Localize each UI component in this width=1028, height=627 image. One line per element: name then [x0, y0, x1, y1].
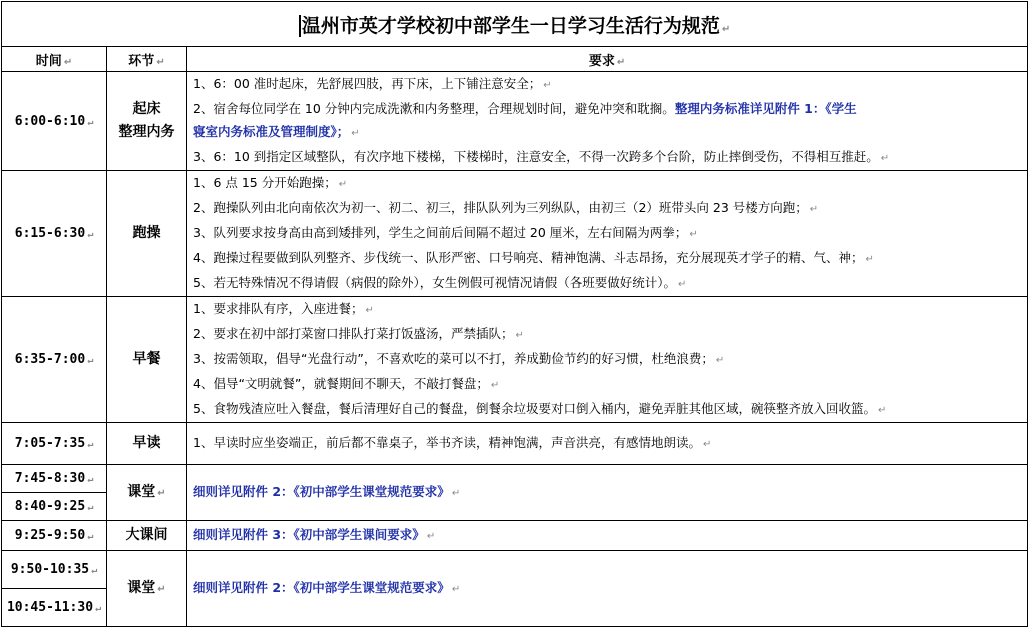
time-cell: 6:00-6:10 ↵	[2, 72, 107, 171]
req-line: 3、按需领取，倡导“光盘行动”，不喜欢吃的菜可以不打，养成勤俭节约的好习惯，杜绝浪费； ↵	[193, 351, 725, 366]
rules-table	[1, 1, 1028, 627]
requirements-cell: 细则详见附件 2：《初中部学生课堂规范要求》 ↵	[187, 465, 1028, 521]
req-line: 1、要求排队有序，入座进餐； ↵	[193, 301, 374, 316]
req-line: 4、倡导“文明就餐”，就餐期间不聊天，不敲打餐盘； ↵	[193, 376, 500, 391]
time-cell: 10:45-11:30 ↵	[2, 589, 107, 627]
time-cell: 7:45-8:30 ↵	[2, 465, 107, 493]
stage-cell: 早读	[107, 423, 187, 465]
time-cell: 9:50-10:35 ↵	[2, 551, 107, 589]
header-requirements: 要求 ↵	[187, 47, 1028, 72]
stage-cell: 跑操	[107, 171, 187, 297]
document-title: 温州市英才学校初中部学生一日学习生活行为规范 ↵	[2, 2, 1028, 47]
time-cell: 6:35-7:00 ↵	[2, 297, 107, 423]
req-line: 寝室内务标准及管理制度》； ↵	[193, 124, 360, 139]
requirements-cell	[187, 171, 1028, 297]
stage-cell: 起床 整理内务	[107, 72, 187, 171]
stage-cell: 课堂 ↵	[107, 465, 187, 521]
table-row	[2, 72, 1028, 171]
req-line: 2、宿舍每位同学在 10 分钟内完成洗漱和内务整理，合理规划时间，避免冲突和耽搁。整理内务标准详见附件 1：《学生	[193, 101, 857, 116]
table-row	[2, 423, 1028, 465]
stage-cell: 大课间	[107, 521, 187, 551]
time-cell: 9:25-9:50 ↵	[2, 521, 107, 551]
time-cell: 6:15-6:30 ↵	[2, 171, 107, 297]
requirements-cell: 细则详见附件 3：《初中部学生课间要求》 ↵	[187, 521, 1028, 551]
table-row	[2, 551, 1028, 589]
header-time: 时间 ↵	[2, 47, 107, 72]
req-line: 5、若无特殊情况不得请假（病假的除外），女生例假可视情况请假（各班要做好统计）。 ↵	[193, 275, 687, 290]
requirements-cell	[187, 297, 1028, 423]
req-line: 3、6：10 到指定区域整队，有次序地下楼梯，下楼梯时，注意安全，不得一次跨多个台阶，防止摔倒受伤，不得相互推赶。 ↵	[193, 149, 890, 164]
header-stage: 环节 ↵	[107, 47, 187, 72]
req-line: 4、跑操过程要做到队列整齐、步伐统一、队形严密、口号响亮、精神饱满、斗志昂扬，充分展现英才学子的精、气、神； ↵	[193, 250, 874, 265]
req-line: 5、食物残渣应吐入餐盘，餐后清理好自己的餐盘，倒餐余垃圾要对口倒入桶内，避免弄脏其他区域，碗筷整齐放入回收篮。 ↵	[193, 401, 887, 416]
requirements-cell	[187, 72, 1028, 171]
header-row	[2, 47, 1028, 72]
time-cell: 7:05-7:35 ↵	[2, 423, 107, 465]
req-line: 2、跑操队列由北向南依次为初一、初二、初三，排队队列为三列纵队，由初三（2）班带头向 23 号楼方向跑； ↵	[193, 200, 819, 215]
stage-cell: 课堂 ↵	[107, 551, 187, 627]
requirements-cell	[187, 423, 1028, 465]
stage-cell: 早餐	[107, 297, 187, 423]
req-line: 1、早读时应坐姿端正，前后都不靠桌子，举书齐读，精神饱满，声音洪亮，有感情地朗读。 ↵	[193, 435, 712, 450]
req-line: 1、6 点 15 分开始跑操； ↵	[193, 175, 348, 190]
table-row	[2, 297, 1028, 423]
table-row	[2, 465, 1028, 493]
time-cell: 8:40-9:25 ↵	[2, 493, 107, 521]
req-line: 2、要求在初中部打菜窗口排队打菜打饭盛汤，严禁插队； ↵	[193, 326, 524, 341]
requirements-cell: 细则详见附件 2：《初中部学生课堂规范要求》 ↵	[187, 551, 1028, 627]
req-line: 1、6：00 准时起床，先舒展四肢，再下床，上下铺注意安全； ↵	[193, 76, 552, 91]
table-row	[2, 171, 1028, 297]
table-row	[2, 521, 1028, 551]
req-line: 3、队列要求按身高由高到矮排列，学生之间前后间隔不超过 20 厘米，左右间隔为两拳； ↵	[193, 225, 698, 240]
